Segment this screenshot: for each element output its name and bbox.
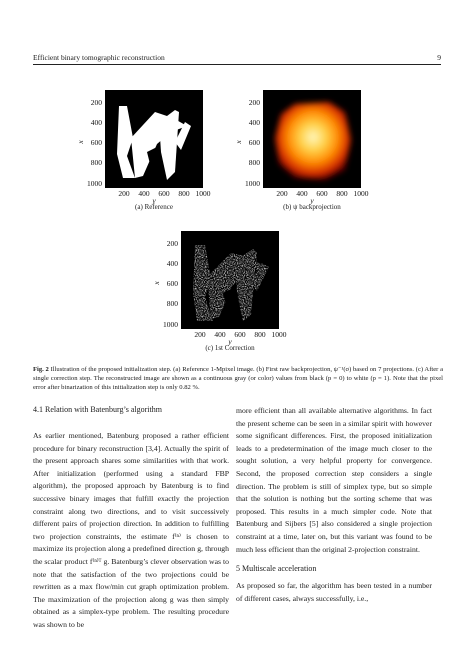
x-tick: 1000 (353, 189, 369, 198)
y-tick: 400 (166, 259, 178, 268)
y-tick: 600 (248, 138, 260, 147)
page-number: 9 (437, 53, 441, 62)
figure-caption-text: Illustration of the proposed initialization step. (a) Reference 1-Mpixel image. (b) First raw backprojection, ψ⁻¹(σ) based on 7 projections. (c) After a single correction step. The reconstructed image are shown as a continuous gray (or color) values from black (p = 0) to white (p = 1). Note that the pixel error after binarization of this initialization step is only 0.82 %. (33, 366, 443, 391)
figure-panel-reference (75, 82, 225, 217)
y-tick: 1000 (163, 320, 178, 329)
y-tick: 400 (248, 118, 260, 127)
figure-panel-first-correction (151, 223, 301, 358)
x-tick: 200 (276, 189, 288, 198)
panel-caption-b: (b) ψ backprojection (283, 203, 341, 211)
x-tick: 600 (234, 330, 246, 339)
x-axis-label: y (228, 337, 232, 346)
x-tick: 600 (316, 189, 328, 198)
y-axis-label: x (76, 140, 85, 144)
section-heading-5: 5 Multiscale acceleration (236, 564, 317, 573)
figure-caption (33, 366, 443, 392)
x-tick: 200 (118, 189, 130, 198)
x-tick: 1000 (195, 189, 211, 198)
x-tick: 600 (158, 189, 170, 198)
running-title: Efficient binary tomographic reconstruction (33, 53, 165, 62)
header-rule (33, 64, 441, 65)
y-tick: 600 (90, 138, 102, 147)
backprojection-heatmap (275, 102, 351, 180)
y-tick: 800 (248, 158, 260, 167)
y-axis-label: x (152, 281, 161, 285)
reference-image-plot (75, 82, 225, 217)
x-tick: 800 (336, 189, 348, 198)
panel-caption-c: (c) 1st Correction (205, 344, 255, 352)
y-tick: 600 (166, 279, 178, 288)
x-tick: 400 (214, 330, 226, 339)
right-column-paragraph-2: As proposed so far, the algorithm has been tested in a number of different cases, always successfully, i.e., (236, 581, 432, 603)
figure-panel-backprojection (233, 82, 383, 217)
x-tick: 400 (138, 189, 150, 198)
y-tick: 1000 (87, 179, 102, 188)
correction-image-plot (151, 223, 301, 358)
x-axis-label: y (152, 196, 156, 205)
x-tick: 400 (296, 189, 308, 198)
x-tick: 1000 (271, 330, 287, 339)
right-column-paragraph: more efficient than all available alternative algorithms. In fact the present scheme can be seen in a similar spirit with however some significant differences. First, the proposed initialization leads to a predetermination of the image much closer to the sought solution, a very helpful property for convergence. Second, the proposed correction step considers a single direction. The problem is still of simplex type, but so simple that the solution is nothing but the sorting scheme that was proposed. This results in a much simpler code. Note that Batenburg and Sijbers [5] also considered a single projection constraint at a time, later on, but this variant was found to be much less efficient than the original 2-projection constraint. (236, 406, 432, 554)
y-tick: 800 (90, 158, 102, 167)
y-tick: 200 (248, 98, 260, 107)
y-tick: 1000 (245, 179, 260, 188)
y-tick: 800 (166, 299, 178, 308)
y-tick: 200 (90, 98, 102, 107)
left-column-paragraph: As earlier mentioned, Batenburg proposed a rather efficient procedure for binary reconstruction [3,4]. Actually the spirit of the present approach shares some similarities with that work. After initialization (performed using a standard FBP algorithm), the proposed approach by Batenburg is to find successive binary images that fulfill exactly the projection constraint along two directions, and to visit successively different pairs of projection direction. In addition to fulfilling two projection constraints, the estimate f⁽ⁿ⁾ is chosen to maximize its projection along a predefined direction g, through the scalar product f⁽ⁿ⁾ᵀ g. Batenburg’s clever observation was to note that the satisfaction of the two projections could be rewritten as a max flow/min cut graph optimization problem. The maximization of the projection along g was then simply obtained as a simplex-type problem. The resulting procedure was shown to be (33, 431, 229, 629)
x-tick: 800 (254, 330, 266, 339)
figure-caption-label: Fig. 2 (33, 366, 49, 373)
x-axis-label: y (310, 196, 314, 205)
x-tick: 200 (194, 330, 206, 339)
y-tick: 200 (166, 239, 178, 248)
y-axis-label: x (234, 140, 243, 144)
section-heading-4-1: 4.1 Relation with Batenburg’s algorithm (33, 405, 162, 414)
running-header (33, 53, 441, 62)
y-tick: 400 (90, 118, 102, 127)
x-tick: 800 (178, 189, 190, 198)
panel-caption-a: (a) Reference (135, 203, 173, 211)
backprojection-image-plot (233, 82, 383, 217)
